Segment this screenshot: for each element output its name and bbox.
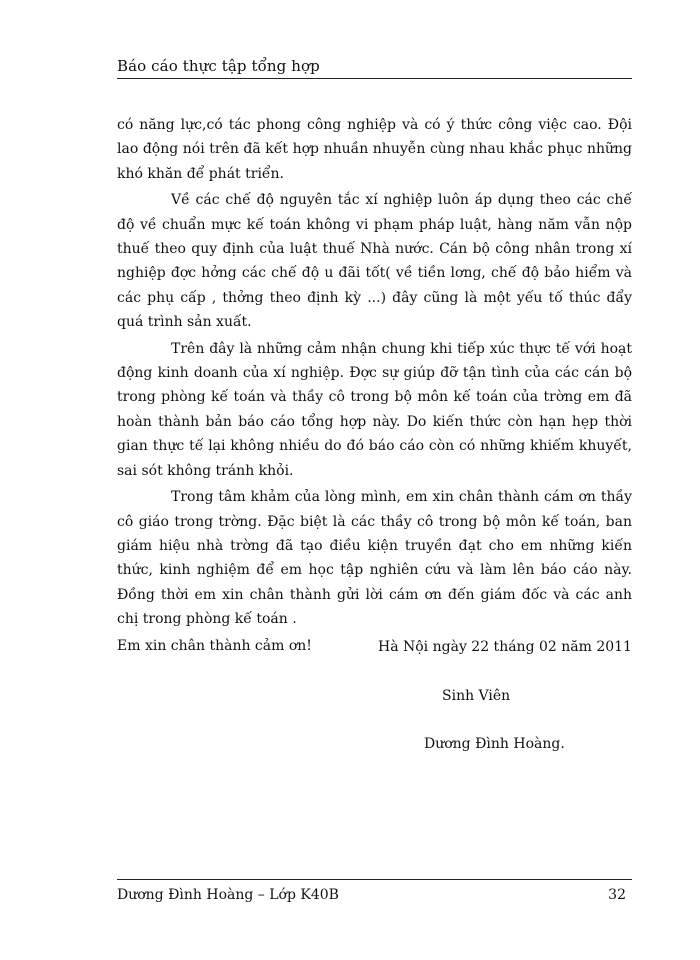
page-header bbox=[117, 56, 632, 79]
signature-date: Hà Nội ngày 22 tháng 02 năm 2011 bbox=[378, 639, 632, 655]
page-footer bbox=[117, 879, 632, 903]
footer-author: Dương Đình Hoàng – Lớp K40B bbox=[117, 887, 339, 903]
paragraph-impressions: Trên đây là những cảm nhận chung khi tiếp xúc thực tế với hoạt động kinh doanh của xí nghiệp. Đợc sự giúp đỡ tận tình của các cán bộ trong phòng kế toán và thầy cô trong bộ môn kế toán của trờng em đã hoàn thành bản báo cáo tổng hợp này. Do kiến thức còn hạn hẹp thời gian thực tế lại không nhiều do đó báo cáo còn có những khiếm khuyết, sai sót không tránh khỏi. bbox=[117, 340, 632, 479]
body-text bbox=[117, 113, 632, 658]
paragraph-thanks: Trong tâm khảm của lòng mình, em xin chân thành cám ơn thầy cô giáo trong trờng. Đặc biệt là các thầy cô trong bộ môn kế toán, ban giám hiệu nhà trờng đã tạo điều kiện truyền đạt cho em những kiến thức, kinh nghiệm để em học tập nghiên cứu và làm lên báo cáo này. Đồng thời em xin chân thành gửi lời cám ơn đến giám đốc và các anh chị trong phòng kế toán . bbox=[117, 489, 632, 628]
page-number: 32 bbox=[608, 887, 626, 903]
paragraph-closing: Em xin chân thành cảm ơn! bbox=[117, 637, 312, 654]
paragraph-regulations: Về các chế độ nguyên tắc xí nghiệp luôn áp dụng theo các chế độ về chuẩn mực kế toán không vi phạm pháp luật, hàng năm vẫn nộp thuế theo quy định của luật thuế Nhà nước. Cán bộ công nhân trong xí nghiệp đợc hởng các chế độ u đãi tốt( về tiền lơng, chế độ bảo hiểm và các phụ cấp , thởng theo định kỳ ...) đây cũng là một yếu tố thúc đẩy quá trình sản xuất. bbox=[117, 192, 632, 331]
document-title: Báo cáo thực tập tổng hợp bbox=[117, 57, 320, 75]
signature-role: Sinh Viên bbox=[442, 688, 511, 704]
paragraph-continuation: có năng lực,có tác phong công nghiệp và có ý thức công việc cao. Đội lao động nói trên đã kết hợp nhuần nhuyễn cùng nhau khắc phục những khó khăn để phát triển. bbox=[117, 117, 632, 182]
signature-name: Dương Đình Hoàng. bbox=[424, 736, 565, 752]
